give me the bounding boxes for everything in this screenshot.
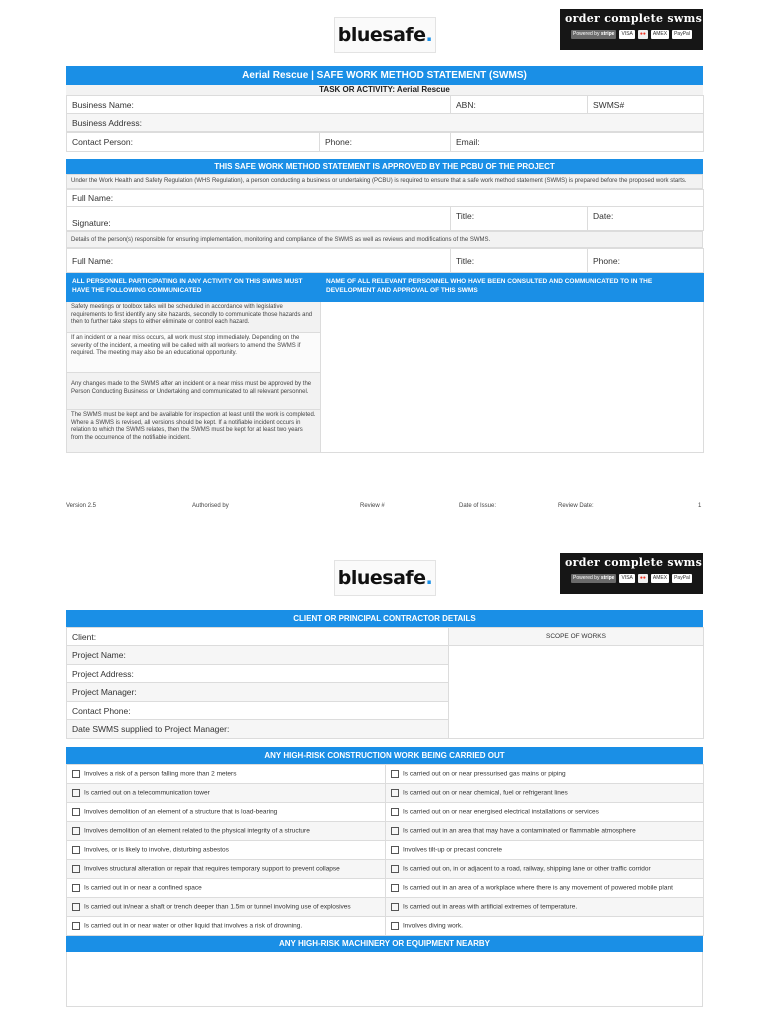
phone-2-field[interactable]: Phone: bbox=[588, 249, 704, 273]
personnel-table bbox=[66, 273, 704, 453]
machinery-area[interactable] bbox=[66, 952, 703, 1007]
visa-icon: VISA bbox=[621, 575, 633, 581]
hrcw-item-label: Involves demolition of an element related to the physical integrity of a structure bbox=[84, 827, 310, 835]
hrcw-item-label: Is carried out on or near pressurised gas mains or piping bbox=[403, 770, 566, 778]
checkbox-icon[interactable] bbox=[72, 846, 80, 854]
hrcw-row bbox=[67, 860, 704, 879]
checkbox-icon[interactable] bbox=[391, 770, 399, 778]
comm-item-2: If an incident or a near miss occurs, all work must stop immediately. Depending on the severity of the incident, a meeting will be called with all workers to amend the SWMS if required. The meeting may also be an educational opportunity. bbox=[67, 333, 321, 373]
checkbox-icon[interactable] bbox=[391, 808, 399, 816]
checkbox-icon[interactable] bbox=[72, 827, 80, 835]
checkbox-icon[interactable] bbox=[72, 770, 80, 778]
bluesafe-logo bbox=[334, 17, 436, 53]
hrcw-item[interactable] bbox=[67, 765, 386, 784]
hrcw-item-label: Involves structural alteration or repair that requires temporary support to prevent collapse bbox=[84, 865, 340, 873]
hrcw-row bbox=[67, 879, 704, 898]
hrcw-row bbox=[67, 917, 704, 936]
checkbox-icon[interactable] bbox=[391, 903, 399, 911]
checkbox-icon[interactable] bbox=[391, 884, 399, 892]
hrcw-item[interactable] bbox=[386, 803, 704, 822]
order-text: order complete swms bbox=[565, 556, 703, 569]
scope-of-works-area[interactable] bbox=[449, 646, 704, 739]
contact-person-field[interactable]: Contact Person: bbox=[67, 133, 320, 152]
email-field[interactable]: Email: bbox=[451, 133, 704, 152]
hrcw-item[interactable] bbox=[67, 803, 386, 822]
stripe-badge bbox=[571, 30, 616, 39]
checkbox-icon[interactable] bbox=[72, 865, 80, 873]
checkbox-icon[interactable] bbox=[72, 922, 80, 930]
project-manager-field[interactable]: Project Manager: bbox=[67, 683, 449, 702]
machinery-heading: ANY HIGH-RISK MACHINERY OR EQUIPMENT NEARBY bbox=[66, 936, 703, 952]
hrcw-row bbox=[67, 822, 704, 841]
hrcw-item-label: Involves demolition of an element of a structure that is load-bearing bbox=[84, 808, 278, 816]
amex-icon: AMEX bbox=[652, 575, 668, 581]
hrcw-row bbox=[67, 898, 704, 917]
hrcw-item-label: Is carried out in or near water or other liquid that involves a risk of drowning. bbox=[84, 922, 303, 930]
hrcw-item[interactable] bbox=[386, 860, 704, 879]
swms-sheet-page2 bbox=[66, 610, 703, 1007]
business-address-field[interactable]: Business Address: bbox=[67, 114, 704, 132]
hrcw-item-label: Is carried out in an area of a workplace where there is any movement of powered mobile plant bbox=[403, 884, 673, 892]
hrcw-item-label: Is carried out on or near chemical, fuel or refrigerant lines bbox=[403, 789, 568, 797]
stripe-badge bbox=[571, 574, 616, 583]
order-complete-swms-button-2[interactable] bbox=[560, 553, 703, 594]
payment-badges bbox=[565, 574, 698, 583]
hrcw-item[interactable] bbox=[67, 841, 386, 860]
swms-sheet-page1 bbox=[66, 66, 703, 453]
page-number: 1 bbox=[698, 503, 702, 509]
consulted-personnel-area[interactable] bbox=[321, 302, 704, 453]
hrcw-row bbox=[67, 841, 704, 860]
date-supplied-field[interactable]: Date SWMS supplied to Project Manager: bbox=[67, 720, 449, 739]
logo-text: bluesafe bbox=[337, 24, 426, 46]
hrcw-item[interactable] bbox=[67, 898, 386, 917]
checkbox-icon[interactable] bbox=[72, 884, 80, 892]
scope-of-works-heading: SCOPE OF WORKS bbox=[449, 628, 704, 646]
hrcw-item-label: Is carried out in areas with artificial extremes of temperature. bbox=[403, 903, 578, 911]
paypal-icon: PayPal bbox=[674, 575, 690, 581]
hrcw-row bbox=[67, 803, 704, 822]
checkbox-icon[interactable] bbox=[72, 903, 80, 911]
mastercard-icon: ●● bbox=[639, 575, 646, 581]
stripe-text: stripe bbox=[600, 31, 615, 37]
hrcw-row bbox=[67, 765, 704, 784]
hrcw-item[interactable] bbox=[67, 784, 386, 803]
checkbox-icon[interactable] bbox=[391, 846, 399, 854]
hrcw-item[interactable] bbox=[67, 917, 386, 936]
hrcw-item-label: Is carried out on a telecommunication tower bbox=[84, 789, 210, 797]
payment-badges bbox=[565, 30, 698, 39]
hrcw-item[interactable] bbox=[386, 822, 704, 841]
hrcw-item[interactable] bbox=[67, 822, 386, 841]
hrcw-item-label: Is carried out in/near a shaft or trench deeper than 1.5m or tunnel involving use of explosives bbox=[84, 903, 351, 911]
contact-table bbox=[66, 132, 704, 152]
hrcw-item-label: Involves a risk of a person falling more than 2 meters bbox=[84, 770, 237, 778]
review-number-text: Review # bbox=[360, 503, 385, 509]
contact-phone-field[interactable]: Contact Phone: bbox=[67, 702, 449, 720]
review-date-text: Review Date: bbox=[558, 503, 594, 509]
personnel-right-heading: NAME OF ALL RELEVANT PERSONNEL WHO HAVE BEEN CONSULTED AND COMMUNICATED TO IN THE DEVELOPMENT AND APPROVAL OF THIS SWMS bbox=[321, 274, 704, 302]
mastercard-icon: ●● bbox=[639, 31, 646, 37]
business-name-field[interactable]: Business Name: bbox=[67, 96, 451, 114]
hrcw-item[interactable] bbox=[386, 879, 704, 898]
hrcw-item-label: Is carried out on or near energised electrical installations or services bbox=[403, 808, 599, 816]
hrcw-item-label: Is carried out on, in or adjacent to a road, railway, shipping lane or other traffic corridor bbox=[403, 865, 651, 873]
order-complete-swms-button[interactable] bbox=[560, 9, 703, 50]
hrcw-item[interactable] bbox=[386, 841, 704, 860]
client-table bbox=[66, 627, 704, 739]
hrcw-item-label: Is carried out in or near a confined space bbox=[84, 884, 202, 892]
logo-text: bluesafe bbox=[337, 567, 426, 589]
hrcw-item[interactable] bbox=[386, 898, 704, 917]
hrcw-item-label: Involves, or is likely to involve, disturbing asbestos bbox=[84, 846, 229, 854]
amex-icon: AMEX bbox=[652, 31, 668, 37]
full-name-field[interactable]: Full Name: bbox=[67, 190, 704, 207]
paypal-icon: PayPal bbox=[674, 31, 690, 37]
hrcw-item-label: Involves tilt-up or precast concrete bbox=[403, 846, 502, 854]
checkbox-icon[interactable] bbox=[391, 789, 399, 797]
project-name-field[interactable]: Project Name: bbox=[67, 646, 449, 665]
visa-icon: VISA bbox=[621, 31, 633, 37]
approval-table bbox=[66, 189, 704, 231]
logo-dot: . bbox=[425, 24, 433, 46]
logo-dot: . bbox=[425, 567, 433, 589]
stripe-text: stripe bbox=[600, 575, 615, 581]
comm-item-1: Safety meetings or toolbox talks will be scheduled in accordance with legislative requirements to first identify any site hazards, secondly to communicate those hazards and then to further take steps to either eliminate or control each hazard. bbox=[67, 302, 321, 333]
full-name-2-field[interactable]: Full Name: bbox=[67, 249, 451, 273]
hrcw-item-label: Is carried out in an area that may have a contaminated or flammable atmosphere bbox=[403, 827, 636, 835]
hrcw-item[interactable] bbox=[386, 784, 704, 803]
hrcw-item[interactable] bbox=[67, 879, 386, 898]
hrcw-item[interactable] bbox=[386, 917, 704, 936]
business-details-table bbox=[66, 95, 704, 132]
client-field[interactable]: Client: bbox=[67, 628, 449, 646]
task-activity: TASK OR ACTIVITY: Aerial Rescue bbox=[66, 85, 703, 95]
hrcw-row bbox=[67, 784, 704, 803]
client-heading: CLIENT OR PRINCIPAL CONTRACTOR DETAILS bbox=[66, 610, 703, 627]
approved-heading: THIS SAFE WORK METHOD STATEMENT IS APPROVED BY THE PCBU OF THE PROJECT bbox=[66, 159, 703, 174]
checkbox-icon[interactable] bbox=[391, 827, 399, 835]
date-field[interactable]: Date: bbox=[588, 207, 704, 231]
order-text: order complete swms bbox=[565, 12, 703, 25]
powered-by-text: Powered by bbox=[573, 31, 600, 37]
details-text: Details of the person(s) responsible for ensuring implementation, monitoring and compliance of the SWMS as well as reviews and modifications of the SWMS. bbox=[66, 231, 703, 248]
hrcw-table bbox=[66, 764, 704, 936]
bluesafe-logo-2 bbox=[334, 560, 436, 596]
hrcw-item-label: Involves diving work. bbox=[403, 922, 463, 930]
date-of-issue-text: Date of Issue: bbox=[459, 503, 497, 509]
phone-field[interactable]: Phone: bbox=[320, 133, 451, 152]
title-2-field[interactable]: Title: bbox=[451, 249, 588, 273]
swms-number-field[interactable]: SWMS# bbox=[588, 96, 704, 114]
checkbox-icon[interactable] bbox=[72, 808, 80, 816]
abn-field[interactable]: ABN: bbox=[451, 96, 588, 114]
version-text: Version 2.5 bbox=[66, 503, 97, 509]
signature-field[interactable]: Signature: bbox=[67, 207, 451, 231]
checkbox-icon[interactable] bbox=[72, 789, 80, 797]
comm-item-3: Any changes made to the SWMS after an incident or a near miss must be approved by the Person Conducting Business or Undertaking and communicated to all relevant personnel. bbox=[67, 373, 321, 410]
title-field[interactable]: Title: bbox=[451, 207, 588, 231]
whs-text: Under the Work Health and Safety Regulation (WHS Regulation), a person conducting a business or undertaking (PCBU) is required to ensure that a safe work method statement (SWMS) is prepared before the proposed work starts. bbox=[66, 174, 703, 189]
page-title: Aerial Rescue | SAFE WORK METHOD STATEMENT (SWMS) bbox=[66, 66, 703, 85]
hrcw-item[interactable] bbox=[386, 765, 704, 784]
checkbox-icon[interactable] bbox=[391, 865, 399, 873]
checkbox-icon[interactable] bbox=[391, 922, 399, 930]
project-address-field[interactable]: Project Address: bbox=[67, 665, 449, 683]
hrcw-item[interactable] bbox=[67, 860, 386, 879]
hrcw-heading: ANY HIGH-RISK CONSTRUCTION WORK BEING CARRIED OUT bbox=[66, 747, 703, 764]
authorised-text: Authorised by bbox=[192, 503, 229, 509]
powered-by-text: Powered by bbox=[573, 575, 600, 581]
personnel-left-heading: ALL PERSONNEL PARTICIPATING IN ANY ACTIVITY ON THIS SWMS MUST HAVE THE FOLLOWING COMMUNICATED bbox=[67, 274, 321, 302]
responsible-table bbox=[66, 248, 704, 273]
comm-item-4: The SWMS must be kept and be available for inspection at least until the work is completed. Where a SWMS is revised, all versions should be kept. If a notifiable incident occurs in relation to which the SWMS relates, then the SWMS must be kept for at least two years from the occurrence of the notifiable incident. bbox=[67, 410, 321, 453]
